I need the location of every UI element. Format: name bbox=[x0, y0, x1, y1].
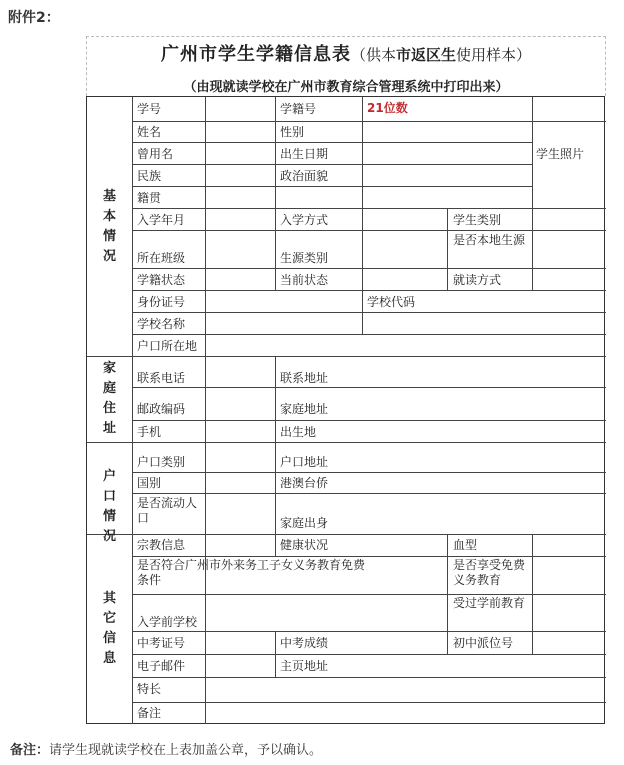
row-line bbox=[132, 493, 606, 494]
col-line bbox=[362, 208, 363, 290]
label-nationality: 国别 bbox=[137, 476, 162, 490]
label-class: 所在班级 bbox=[137, 251, 186, 265]
label-remarks: 备注 bbox=[137, 706, 162, 720]
label-student-category: 学生类别 bbox=[453, 213, 502, 227]
title-main: 广州市学生学籍信息表 bbox=[160, 44, 351, 65]
id-number-value[interactable] bbox=[206, 291, 361, 311]
label-status: 学籍状态 bbox=[137, 273, 186, 287]
row-line bbox=[132, 472, 606, 473]
col-line bbox=[205, 356, 206, 442]
col-line bbox=[205, 442, 206, 534]
student-no-value[interactable] bbox=[206, 98, 274, 120]
label-enroll-method: 入学方式 bbox=[280, 213, 329, 227]
col-line bbox=[447, 208, 448, 290]
label-migrant-worker-child: 是否符合广州市外来务工子女义务教育免费条件 bbox=[137, 558, 366, 587]
label-school-code: 学校代码 bbox=[367, 295, 416, 309]
label-blood-type: 血型 bbox=[453, 538, 478, 552]
section-line bbox=[87, 356, 606, 357]
col-line bbox=[275, 631, 276, 677]
label-zhongkao-no: 中考证号 bbox=[137, 636, 186, 650]
section-household-info: 户 口 情 况 bbox=[102, 469, 116, 544]
col-line bbox=[447, 556, 448, 631]
row-line bbox=[132, 594, 606, 595]
label-birthplace: 出生地 bbox=[280, 425, 317, 439]
label-ethnicity: 民族 bbox=[137, 169, 162, 183]
label-email: 电子邮件 bbox=[137, 659, 186, 673]
label-mobile: 手机 bbox=[137, 425, 162, 439]
footer-note-label: 备注： bbox=[10, 743, 50, 758]
row-line bbox=[132, 230, 606, 231]
title-bold: 市返区生 bbox=[395, 46, 456, 64]
label-free-compulsory: 是否享受免费义务教育 bbox=[453, 558, 526, 587]
row-line bbox=[132, 420, 606, 421]
label-source-category: 生源类别 bbox=[280, 251, 329, 265]
label-phone: 联系电话 bbox=[137, 371, 186, 385]
label-zhongkao-score: 中考成绩 bbox=[280, 636, 329, 650]
label-birth-date: 出生日期 bbox=[280, 147, 329, 161]
form-title bbox=[86, 40, 606, 66]
label-hukou-location: 户口所在地 bbox=[137, 339, 198, 353]
footer-note-text: 请学生现就读学校在上表加盖公章，予以确认。 bbox=[49, 743, 323, 758]
registry-no-hint: 21位数 bbox=[367, 101, 408, 115]
label-religion: 宗教信息 bbox=[137, 538, 186, 552]
label-health: 健康状况 bbox=[280, 538, 329, 552]
section-family-address: 家 庭 住 址 bbox=[102, 361, 116, 436]
label-gender: 性别 bbox=[280, 125, 305, 139]
row-line bbox=[132, 186, 532, 187]
label-current-state: 当前状态 bbox=[280, 273, 329, 287]
title-paren-close: 使用样本） bbox=[456, 46, 532, 64]
col-line bbox=[362, 97, 363, 208]
row-line bbox=[132, 677, 606, 678]
name-value[interactable] bbox=[206, 122, 274, 141]
label-family-background: 家庭出身 bbox=[280, 516, 329, 530]
col-line bbox=[275, 534, 276, 556]
form-subtitle: （由现就读学校在广州市教育综合管理系统中打印出来） bbox=[183, 80, 509, 95]
label-preschool: 入学前学校 bbox=[137, 615, 198, 629]
col-line bbox=[532, 631, 533, 654]
col-line bbox=[447, 631, 448, 654]
label-is-local: 是否本地生源 bbox=[453, 233, 526, 247]
col-line bbox=[532, 208, 533, 290]
label-home-address: 家庭地址 bbox=[280, 402, 329, 416]
col-line bbox=[275, 97, 276, 208]
label-student-photo: 学生照片 bbox=[536, 147, 585, 161]
col-line bbox=[532, 534, 533, 556]
col-line-section bbox=[132, 97, 133, 724]
label-homepage: 主页地址 bbox=[280, 659, 329, 673]
label-specialty: 特长 bbox=[137, 682, 162, 696]
label-registry-no: 学籍号 bbox=[280, 102, 317, 116]
col-line bbox=[275, 356, 276, 534]
row-line bbox=[132, 631, 606, 632]
footer-note bbox=[10, 739, 322, 758]
gender-value[interactable] bbox=[363, 122, 531, 141]
school-name-value[interactable] bbox=[206, 313, 605, 333]
label-native-place: 籍贯 bbox=[137, 191, 162, 205]
section-line bbox=[87, 442, 606, 443]
row-line bbox=[132, 654, 606, 655]
label-hukou-address: 户口地址 bbox=[280, 455, 329, 469]
col-line bbox=[275, 208, 276, 290]
remarks-value[interactable] bbox=[206, 703, 605, 723]
row-line bbox=[132, 334, 606, 335]
attachment-label: 附件2： bbox=[8, 10, 60, 26]
label-enroll-date: 入学年月 bbox=[137, 213, 186, 227]
registry-form-table bbox=[86, 96, 605, 724]
row-line bbox=[132, 556, 606, 557]
label-junior-allocation: 初中派位号 bbox=[453, 636, 514, 650]
col-line bbox=[362, 290, 363, 312]
label-political-status: 政治面貌 bbox=[280, 169, 329, 183]
row-line bbox=[132, 290, 606, 291]
label-preschool-education: 受过学前教育 bbox=[453, 596, 526, 610]
label-contact-address: 联系地址 bbox=[280, 371, 329, 385]
label-school-name: 学校名称 bbox=[137, 317, 186, 331]
row-line bbox=[132, 142, 532, 143]
label-id-number: 身份证号 bbox=[137, 295, 186, 309]
section-line bbox=[87, 534, 606, 535]
label-study-mode: 就读方式 bbox=[453, 273, 502, 287]
col-line bbox=[447, 534, 448, 556]
section-basic-info: 基 本 情 况 bbox=[102, 189, 116, 264]
label-former-name: 曾用名 bbox=[137, 147, 174, 161]
label-name: 姓名 bbox=[137, 125, 162, 139]
row-line bbox=[132, 268, 606, 269]
label-hk-mo-tw: 港澳台侨 bbox=[280, 476, 329, 490]
label-postcode: 邮政编码 bbox=[137, 402, 186, 416]
label-is-migrant: 是否流动人口 bbox=[137, 496, 198, 525]
row-line bbox=[132, 208, 606, 209]
col-line bbox=[532, 556, 533, 631]
label-student-no: 学号 bbox=[137, 102, 162, 116]
label-hukou-type: 户口类别 bbox=[137, 455, 186, 469]
row-line bbox=[132, 164, 532, 165]
row-line bbox=[132, 387, 606, 388]
photo-area[interactable] bbox=[533, 98, 605, 207]
section-other-info: 其 它 信 息 bbox=[102, 591, 116, 666]
title-paren-open: （供本 bbox=[350, 46, 396, 64]
